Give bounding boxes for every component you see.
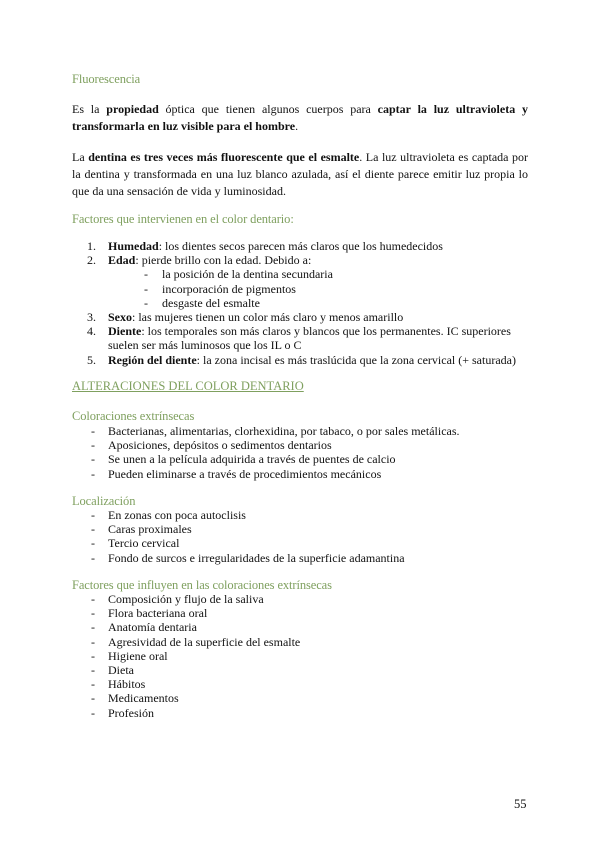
list-number: 5. — [87, 352, 96, 367]
list-item-text: Dieta — [108, 663, 134, 678]
list-item — [72, 606, 528, 620]
coloraciones-list — [72, 424, 528, 481]
section-title-alteraciones: ALTERACIONES DEL COLOR DENTARIO — [72, 379, 304, 393]
list-item — [72, 706, 528, 720]
bold-term-propiedad: propiedad — [106, 102, 159, 116]
page-number: 55 — [514, 797, 527, 811]
bold-phrase-dentina: dentina es tres veces más fluorescente que el esmalte — [88, 150, 360, 164]
list-item — [72, 536, 528, 550]
list-item — [72, 677, 528, 691]
list-number: 3. — [87, 310, 96, 325]
list-item-text: Pueden eliminarse a través de procedimientos mecánicos — [108, 466, 382, 481]
text-run: . — [295, 119, 299, 133]
list-item-text: Fondo de surcos e irregularidades de la superficie adamantina — [108, 550, 405, 565]
list-item — [72, 522, 528, 536]
paragraph-dentina-fluorescente — [72, 149, 528, 200]
factor-term: Región del diente — [108, 352, 197, 367]
list-item-text: Tercio cervical — [108, 536, 180, 551]
list-item — [72, 424, 528, 438]
list-number: 2. — [87, 253, 96, 268]
factor-term: Diente — [108, 324, 142, 339]
list-item-text: Se unen a la película adquirida a través de puentes de calcio — [108, 452, 396, 467]
list-number: 4. — [87, 324, 96, 339]
list-item-text: En zonas con poca autoclisis — [108, 508, 246, 522]
factor-description: : los temporales son más claros y blancos que los permanentes. IC superiores suelen ser más luminosos que los IL o C — [108, 324, 511, 353]
list-item — [72, 663, 528, 677]
heading-localizacion: Localización — [72, 494, 136, 508]
factor-description: : los dientes secos parecen más claros que los humedecidos — [158, 239, 443, 253]
list-item-text: Higiene oral — [108, 648, 168, 663]
list-item — [72, 452, 528, 466]
list-item-text: Profesión — [108, 705, 154, 720]
bold-phrase-captar-luz: captar la luz ultravioleta y transformarla en luz visible para el hombre — [72, 102, 528, 133]
factor-term: Sexo — [108, 310, 132, 325]
list-item-text: Anatomía dentaria — [108, 620, 197, 635]
text-run: La — [72, 150, 89, 164]
text-run: . La luz ultravioleta es captada por la dentina y transformada en una luz blanco azulada, así el diente parece emitir luz propia lo que da una sensación de vida y luminosidad. — [72, 150, 528, 198]
factor-subitem: - desgaste del esmalte — [144, 296, 528, 310]
factores-influyen-list — [72, 592, 528, 720]
list-item-text: Composición y flujo de la saliva — [108, 592, 264, 606]
text-run: Es la — [72, 102, 107, 116]
factor-item — [72, 353, 528, 367]
list-item-text: Bacterianas, alimentarias, clorhexidina, por tabaco, o por sales metálicas. — [108, 424, 460, 438]
factor-item — [72, 239, 528, 253]
list-item-text: Agresividad de la superficie del esmalte — [108, 634, 301, 649]
heading-factores-color: Factores que intervienen en el color dentario: — [72, 212, 294, 226]
factor-term: Edad — [108, 253, 136, 268]
list-item — [72, 649, 528, 663]
factor-term: Humedad — [108, 239, 159, 253]
list-item-text: Aposiciones, depósitos o sedimentos dentarios — [108, 438, 332, 453]
paragraph-fluorescencia-definition — [72, 101, 528, 135]
factores-numbered-list — [72, 239, 528, 367]
heading-coloraciones-extrinsecas: Coloraciones extrínsecas — [72, 409, 195, 423]
list-item — [72, 467, 528, 481]
factor-description: : las mujeres tienen un color más claro y menos amarillo — [132, 310, 404, 325]
list-item-text: Hábitos — [108, 677, 146, 692]
list-item — [72, 691, 528, 705]
list-number: 1. — [87, 239, 96, 253]
localizacion-list — [72, 508, 528, 565]
factor-description: : la zona incisal es más traslúcida que la zona cervical (+ saturada) — [196, 352, 516, 367]
list-item — [72, 508, 528, 522]
heading-factores-influyen: Factores que influyen en las coloraciones extrínsecas — [72, 578, 332, 592]
factor-item — [72, 253, 528, 310]
list-item — [72, 592, 528, 606]
list-item-text: Flora bacteriana oral — [108, 606, 208, 621]
text-run: óptica que tienen algunos cuerpos para — [158, 102, 378, 116]
factor-sublist — [108, 267, 528, 310]
list-item — [72, 620, 528, 634]
heading-fluorescencia: Fluorescencia — [72, 72, 141, 86]
factor-item — [72, 310, 528, 324]
list-item-text: Medicamentos — [108, 691, 179, 706]
list-item — [72, 551, 528, 565]
list-item — [72, 635, 528, 649]
factor-description: : pierde brillo con la edad. Debido a: — [135, 253, 312, 268]
list-item-text: Caras proximales — [108, 522, 192, 537]
factor-subitem: - incorporación de pigmentos — [144, 282, 528, 296]
factor-item — [72, 324, 528, 352]
list-item — [72, 438, 528, 452]
factor-subitem: - la posición de la dentina secundaria — [144, 267, 528, 281]
